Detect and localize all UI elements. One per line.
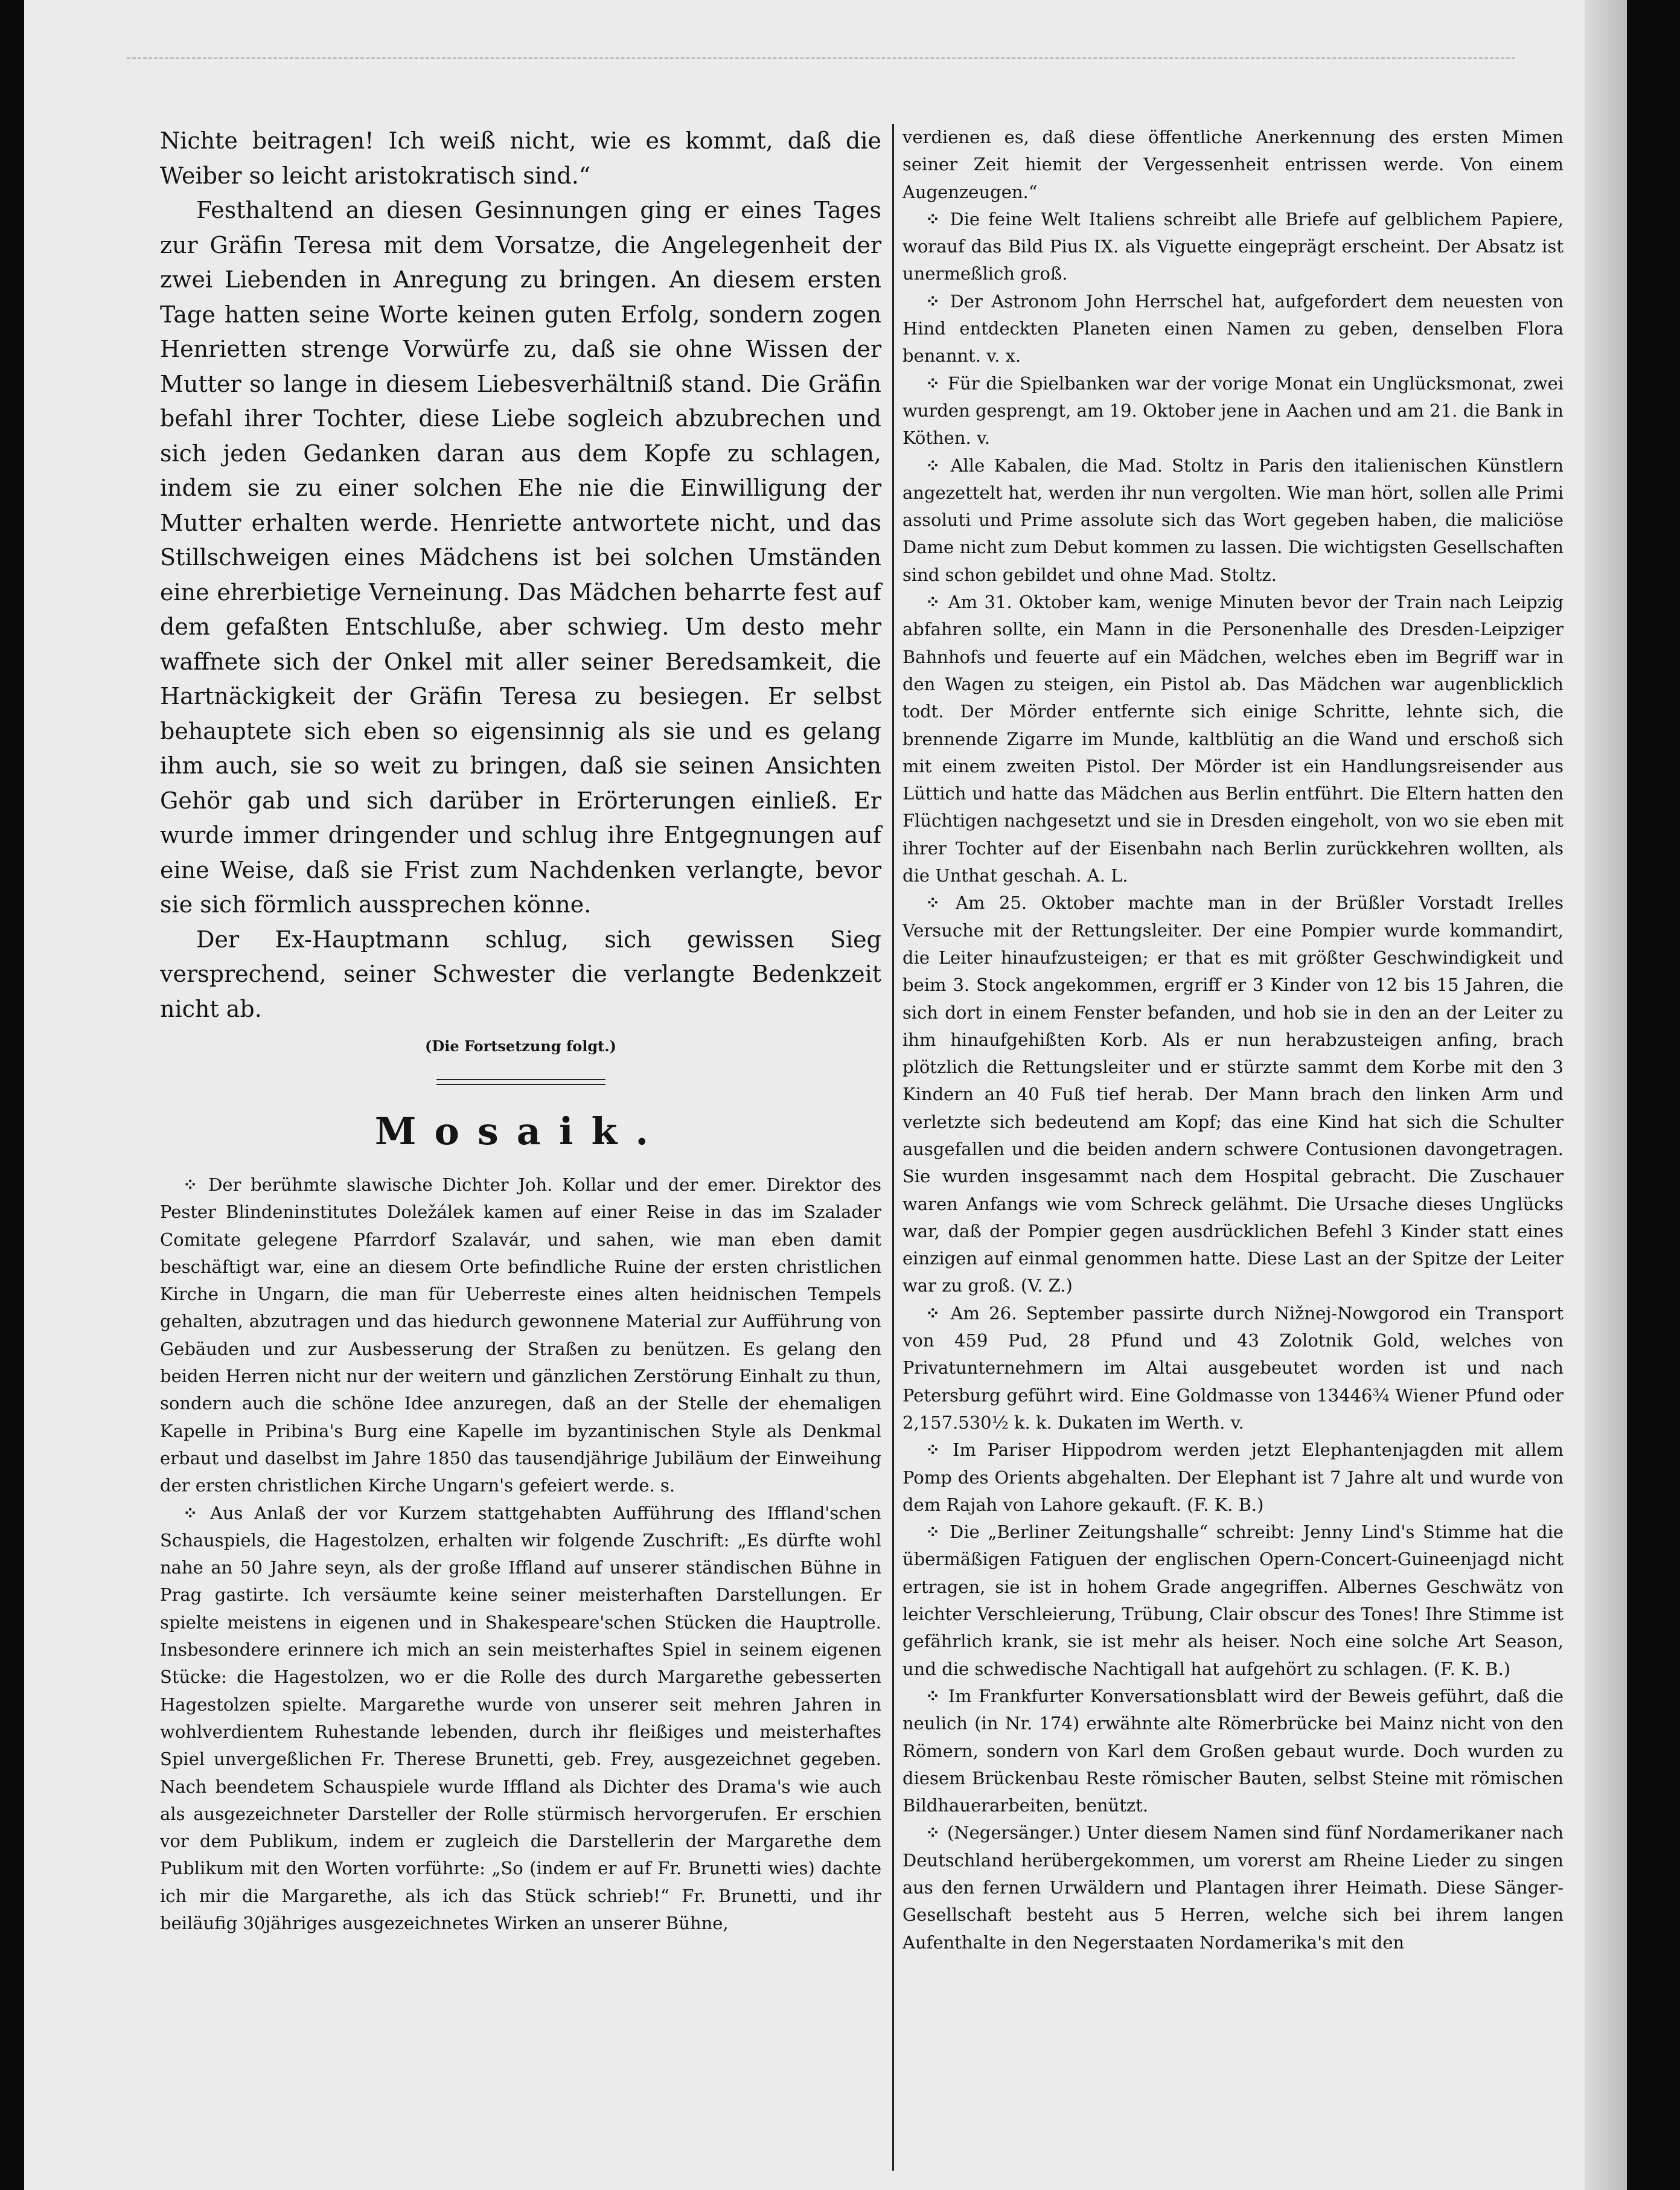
mosaik-item (902, 1436, 1563, 1519)
mosaik-item-text: Alle Kabalen, die Mad. Stoltz in Paris den italienischen Künstlern angezettelt hat, werden ihr nun vergolten. Wie man hört, sollen alle Primi assoluti und Prime assolute sich das Wort gegeben haben, die maliciöse Dame nicht zum Debut kommen zu lassen. Die wichtigsten Gesellschaften sind schon gebildet und ohne Mad. Stoltz. (902, 455, 1563, 585)
item-signature: v. x. (986, 345, 1021, 367)
item-mark-icon: ⁘ (925, 1439, 942, 1461)
continuation-note: (Die Fortsetzung folgt.) (425, 1037, 616, 1055)
mosaik-item (902, 889, 1563, 1299)
mosaik-item-text: Am 25. Oktober machte man in der Brüßler Vorstadt Irelles Versuche mit der Rettungsleiter. Der eine Pompier wurde kommandirt, die Leiter hinaufzusteigen; er that es mit größter Geschwindigkeit und beim 3. Stock angekommen, ergriff er 3 Kinder von 12 bis 15 Jahren, die sich dort in einem Fenster befanden, und hob sie in den an der Leiter zu ihm hinaufgehißten Korb. Als er nun herabzusteigen anfing, brach plötzlich die Rettungsleiter und er stürzte sammt dem Korbe mit den 3 Kindern an 40 Fuß tief herab. Der Mann brach den linken Arm und verletzte sich bedeutend am Kopf; das eine Kind hat sich die Schulter ausgefallen und die beiden andern schwere Contusionen davongetragen. Sie wurden insgesammt nach dem Hospital gebracht. Die Zuschauer waren Anfangs wie vom Schreck gelähmt. Die Ursache dieses Unglücks war, daß der Pompier gegen ausdrücklichen Befehl 3 Kinder statt eines einzigen auf einmal genommen hatte. Diese Last an der Spitze der Leiter war zu groß. (V. Z.) (902, 892, 1564, 1296)
mosaik-item (902, 370, 1563, 452)
top-edge-marks (127, 57, 1515, 71)
item-signature: v. (1230, 1412, 1244, 1433)
mosaik-item-text: Die feine Welt Italiens schreibt alle Briefe auf gelblichem Papiere, worauf das Bild Pius IX. als Viguette eingeprägt erscheint. Der Absatz ist unermeßlich groß. (902, 208, 1563, 284)
mosaik-item: verdienen es, daß diese öffentliche Anerkennung des ersten Mimen seiner Zeit hiemit der Vergessenheit entrissen werde. Von einem Augenzeugen.“ (902, 127, 1563, 202)
mosaik-item-text: Am 31. Oktober kam, wenige Minuten bevor der Train nach Leipzig abfahren sollte, ein Mann in die Personenhalle des Dresden-Leipziger Bahnhofs und feuerte auf ein Mädchen, welches eben im Begriff war in den Wagen zu steigen, ein Pistol ab. Das Mädchen war augenblicklich todt. Der Mörder entfernte sich einige Schritte, lehnte sich, die brennende Zigarre im Munde, kaltblütig an die Wand und erschoß sich mit einem zweiten Pistol. Der Mörder ist ein Handlungsreisender aus Lüttich und hatte das Mädchen aus Berlin entführt. Die Eltern hatten den Flüchtigen nachgesetzt und sie in Dresden eingeholt, von wo sie eben mit ihrer Tochter auf der Eisenbahn nach Berlin zurückkehren wollten, als die Unthat geschah. (902, 592, 1563, 886)
right-column (902, 124, 1563, 1956)
item-mark-icon: ⁘ (925, 1685, 942, 1706)
item-mark-icon: ⁘ (925, 290, 942, 312)
mosaik-item-text: Der berühmte slawische Dichter Joh. Kollar und der emer. Direktor des Pester Blindeninstitutes Doležálek kamen auf einer Reise in das im Szalader Comitate gelegene Pfarrdorf Szalavár, und sahen, wie man eben damit beschäftigt war, eine an diesem Orte befindliche Ruine der ersten christlichen Kirche in Ungarn, die man für Ueberreste eines alten heidnischen Tempels gehalten, abzutragen und das hiedurch gewonnene Material zur Aufführung von Gebäuden und zur Ausbesserung der Straßen zu benützen. Es gelang den beiden Herren nicht nur der weitern und gänzlichen Zerstörung Einhalt zu thun, sondern auch die schöne Idee anzuregen, daß an der Stelle der ehemaligen Kapelle in Pribina's Burg eine Kapelle im byzantinischen Style als Denkmal erbaut und daselbst im Jahre 1850 das tausendjährige Jubiläum der Einweihung der ersten christlichen Kirche Ungarn's gefeiert werde. (160, 1174, 882, 1496)
column-rule (892, 124, 894, 2171)
item-mark-icon: ⁘ (925, 1522, 942, 1543)
mosaik-item-text: Am 26. September passirte durch Nižnej-Nowgorod ein Transport von 459 Pud, 28 Pfund und 43 Zolotnik Gold, welches von Privatunternehmern im Altai ausgebeutet worden ist und nach Petersburg geführt wird. Eine Goldmasse von 13446¾ Wiener Pfund oder 2,157.530½ k. k. Dukaten im Werth. (902, 1302, 1564, 1433)
page-margin-shadow (1585, 0, 1627, 2190)
item-signature: A. L. (1087, 865, 1128, 886)
mosaik-item (902, 1819, 1563, 1956)
mosaik-item-text: Aus Anlaß der vor Kurzem stattgehabten Aufführung des Iffland'schen Schauspiels, die Hagestolzen, erhalten wir folgende Zuschrift: „Es dürfte wohl nahe an 50 Jahre seyn, als der große Iffland auf unserer ständischen Bühne in Prag gastirte. Ich versäumte keine seiner meisterhaften Darstellungen. Er spielte meistens in eigenen und in Shakespeare'schen Stücken die Hauptrolle. Insbesondere erinnere ich mich an sein meisterhaftes Spiel in seinem eigenen Stücke: die Hagestolzen, wo er die Rolle des durch Margarethe gebesserten Hagestolzen spielte. Margarethe wurde von unserer seit mehren Jahren in wohlverdientem Ruhestande lebenden, durch ihr fleißiges und meisterhaftes Spiel unvergeßlichen Fr. Therese Brunetti, geb. Frey, ausgezeichnet gegeben. Nach beendetem Schauspiele wurde Iffland als Dichter des Drama's wie auch als ausgezeichneter Darsteller der Rolle stürmisch hervorgerufen. Er erschien vor dem Publikum, indem er zugleich die Darstellerin der Margarethe dem Publikum mit den Worten vorführte: „So (indem er auf Fr. Brunetti wies) dachte ich mir die Margarethe, als ich das Stück schrieb!“ Fr. Brunetti, und ihr beiläufig 30jähriges ausgezeichnetes Wirken an unserer Bühne, (160, 1502, 882, 1934)
mosaik-item-text: Der Astronom John Herrschel hat, aufgefordert dem neuesten von Hind entdeckten Planeten einen Namen zu geben, denselben Flora benannt. (902, 290, 1563, 367)
mosaik-item (902, 288, 1563, 370)
mosaik-item-text: Im Frankfurter Konversationsblatt wird der Beweis geführt, daß die neulich (in Nr. 174) erwähnte alte Römerbrücke bei Mainz nicht von den Römern, sondern von Karl dem Großen gebaut wurde. Doch wurden zu diesem Brückenbau Reste römischer Bauten, selbst Steine mit römischen Bildhauerarbeiten, benützt. (902, 1685, 1563, 1816)
item-mark-icon: ⁘ (925, 892, 942, 914)
mosaik-item (902, 206, 1563, 288)
section-title: Mosaik. (374, 1109, 667, 1153)
item-signature: v. (976, 427, 991, 449)
item-mark-icon: ⁘ (925, 373, 942, 394)
item-mark-icon: ⁘ (925, 208, 942, 229)
mosaik-item-text: (Negersänger.) Unter diesem Namen sind fünf Nordamerikaner nach Deutschland herübergekommen, um vorerst am Rheine Lieder zu singen aus den fernen Urwäldern und Plantagen ihrer Heimath. Diese Sänger-Gesellschaft besteht aus 5 Herren, welche sich bei ihrem langen Aufenthalte in den Negerstaaten Nordamerika's mit den (902, 1822, 1563, 1953)
story-paragraph-1: Nichte beitragen! Ich weiß nicht, wie es kommt, daß die Weiber so leicht aristokratisch sind.“ (160, 127, 881, 189)
item-signature: s. (660, 1475, 676, 1496)
mosaik-item (902, 1683, 1563, 1819)
mosaik-item-text: Für die Spielbanken war der vorige Monat ein Unglücksmonat, zwei wurden gesprengt, am 19. Oktober jene in Aachen und am 21. die Bank in Köthen. (902, 373, 1564, 449)
story-paragraph-3: Der Ex-Hauptmann schlug, sich gewissen Sieg versprechend, seiner Schwester die verlangte Bedenkzeit nicht ab. (160, 926, 881, 1022)
section-divider (436, 1079, 605, 1085)
story-paragraph-2: Festhaltend an diesen Gesinnungen ging er eines Tages zur Gräfin Teresa mit dem Vorsatze, die Angelegenheit der zwei Liebenden in Anregung zu bringen. An diesem ersten Tage hatten seine Worte keinen guten Erfolg, sondern zogen Henrietten strenge Vorwürfe zu, daß sie ohne Wissen der Mutter so lange in diesem Liebesverhältniß stand. Die Gräfin befahl ihrer Tochter, diese Liebe sogleich abzubrechen und sich jeden Gedanken daran aus dem Kopfe zu schlagen, indem sie zu einer solchen Ehe nie die Einwilligung der Mutter erhalten werde. Henriette antwortete nicht, und das Stillschweigen eines Mädchens ist bei solchen Umständen eine ehrerbietige Verneinung. Das Mädchen beharrte fest auf dem gefaßten Entschluße, aber schwieg. Um desto mehr waffnete sich der Onkel mit aller seiner Beredsamkeit, die Hartnäckigkeit der Gräfin Teresa zu besiegen. Er selbst behauptete sich eben so eigensinnig als sie und es gelang ihm auch, sie so weit zu bringen, daß sie seinen Ansichten Gehör gab und sich darüber in Erörterungen einließ. Er wurde immer dringender und schlug ihre Entgegnungen auf eine Weise, daß sie Frist zum Nachdenken verlangte, bevor sie sich förmlich aussprechen könne. (160, 197, 881, 918)
mosaik-item (902, 1300, 1563, 1436)
mosaik-item-text: Die „Berliner Zeitungshalle“ schreibt: Jenny Lind's Stimme hat die übermäßigen Fatiguen der englischen Opern-Concert-Guineenjagd nicht ertragen, sie ist in hohem Grade angegriffen. Albernes Geschwätz von leichter Verschleierung, Trübung, Clair obscur des Tones! Ihre Stimme ist gefährlich krank, sie ist mehr als heiser. Noch eine solche Art Season, und die schwedische Nachtigall hat aufgehört zu schlagen. (F. K. B.) (902, 1522, 1563, 1679)
mosaik-item-text: Im Pariser Hippodrom werden jetzt Elephantenjagden mit allem Pomp des Orients abgehalten. Der Elephant ist 7 Jahre alt und wurde von dem Rajah von Lahore gekauft. (F. K. B.) (902, 1439, 1564, 1515)
item-mark-icon: ⁘ (925, 455, 942, 476)
item-mark-icon: ⁘ (925, 1302, 942, 1324)
item-mark-icon: ⁘ (925, 1822, 942, 1843)
item-mark-icon: ⁘ (183, 1174, 199, 1195)
mosaik-item (902, 452, 1563, 589)
mosaik-item (902, 589, 1563, 889)
mosaik-item (160, 1500, 881, 1938)
item-mark-icon: ⁘ (925, 592, 942, 613)
left-column (160, 124, 881, 1937)
mosaik-item (902, 1519, 1563, 1683)
item-mark-icon: ⁘ (183, 1502, 199, 1523)
newspaper-page (24, 0, 1627, 2190)
mosaik-item (160, 1171, 881, 1500)
